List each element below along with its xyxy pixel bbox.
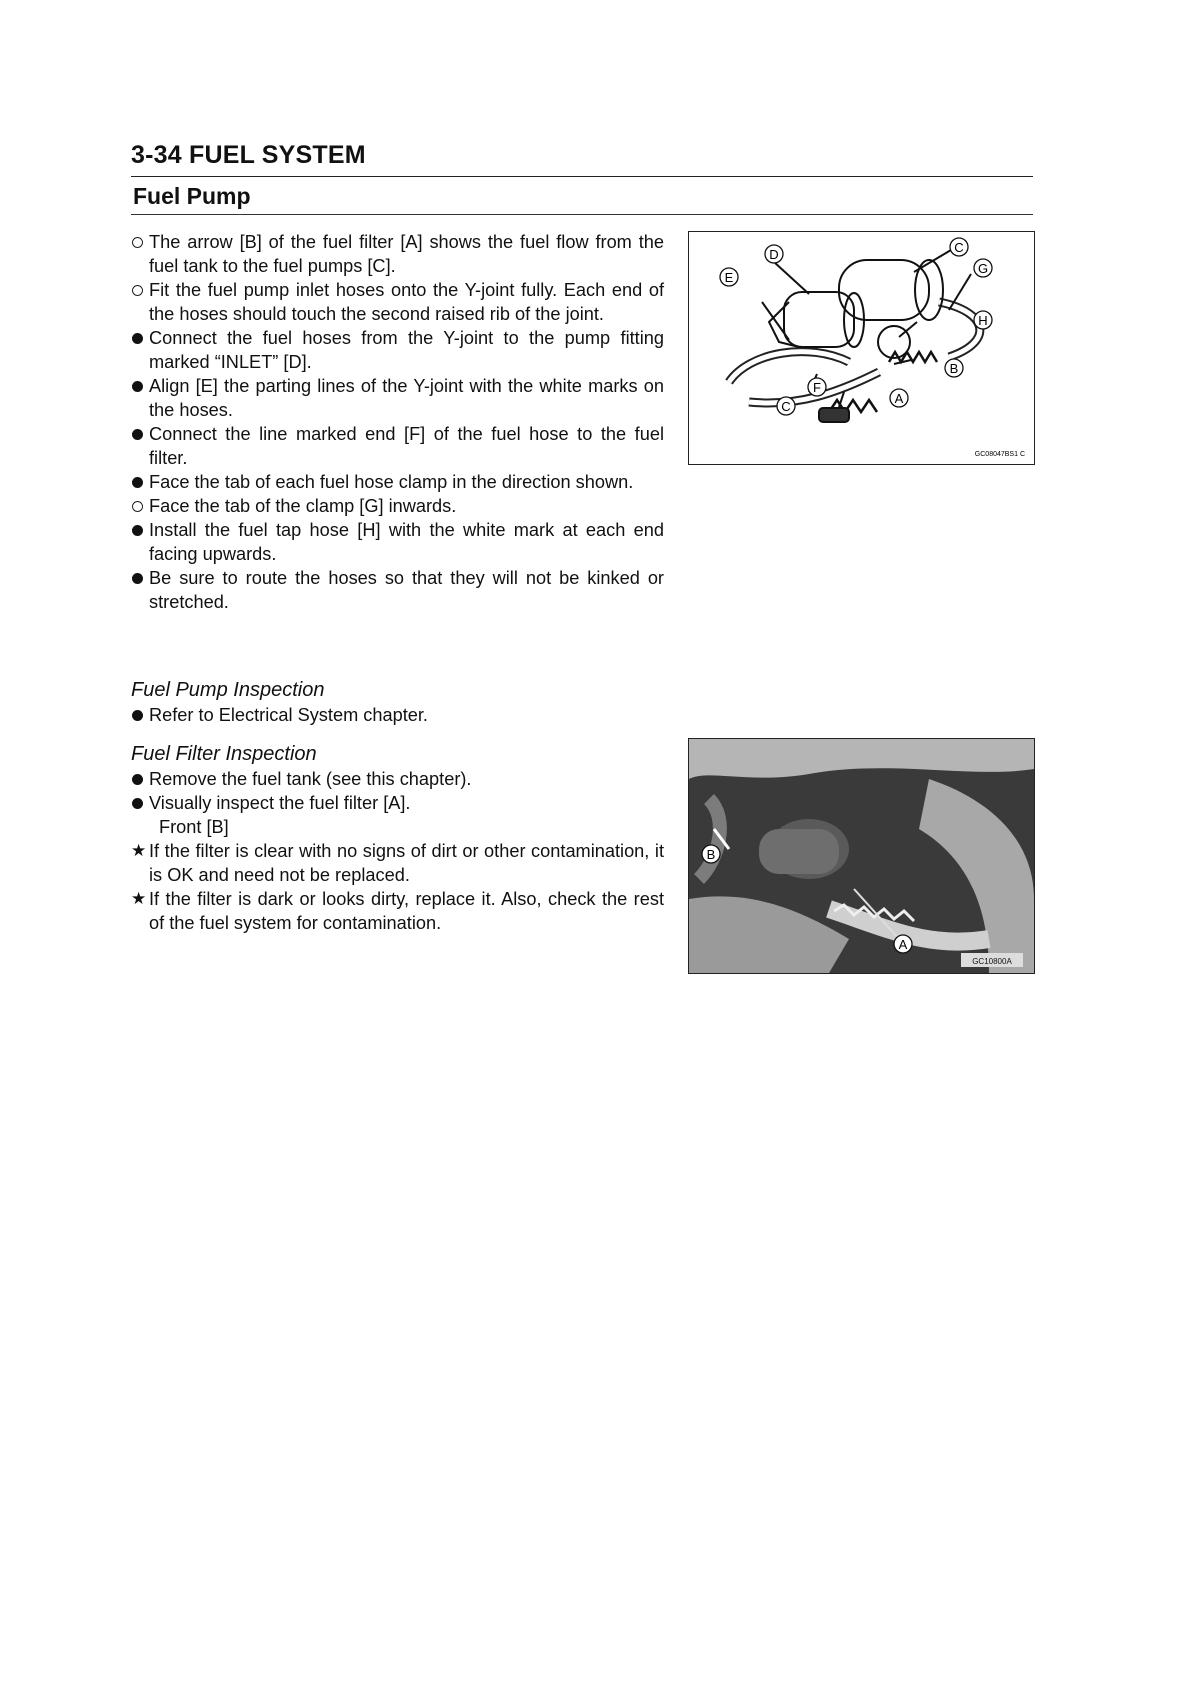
callout-label: C [781, 399, 791, 414]
callout-label: E [724, 270, 734, 285]
list-item-text: Connect the line marked end [F] of the fuel hose to the fuel filter. [149, 424, 664, 468]
list-item [131, 230, 664, 278]
list-item [131, 494, 664, 518]
figure-code: GC08047BS1 C [974, 451, 1025, 458]
list-item [131, 374, 664, 422]
list-item [131, 326, 664, 374]
pump-inspection-block [131, 677, 664, 727]
pump-inspection-steps [131, 703, 664, 727]
list-item [131, 703, 664, 727]
filter-inspection-block [131, 741, 664, 935]
list-item [131, 839, 664, 887]
list-item-text: The arrow [B] of the fuel filter [A] shows the fuel flow from the fuel tank to the fuel pumps [C]. [149, 232, 664, 276]
callout-label: H [978, 313, 988, 328]
list-item-text: If the filter is dark or looks dirty, replace it. Also, check the rest of the fuel system for contamination. [149, 889, 664, 933]
install-steps-list [131, 230, 664, 614]
list-item-text: If the filter is clear with no signs of dirt or other contamination, it is OK and need not be replaced. [149, 841, 664, 885]
callout-label: A [894, 391, 904, 406]
star-icon: ★ [131, 889, 147, 908]
callout-label: B [706, 847, 716, 862]
list-item [131, 767, 664, 791]
list-item-text: Face the tab of each fuel hose clamp in the direction shown. [149, 472, 634, 492]
pump-inspection-title: Fuel Pump Inspection [131, 679, 325, 701]
list-item-text: Fit the fuel pump inlet hoses onto the Y-joint fully. Each end of the hoses should touch the second raised rib of the joint. [149, 280, 664, 324]
list-item-text: Install the fuel tap hose [H] with the white mark at each end facing upwards. [149, 520, 664, 564]
figure-code: GC10800A [972, 957, 1012, 966]
callout-label: C [954, 240, 964, 255]
fuel-pump-drawing [689, 232, 1034, 464]
list-item-text: Refer to Electrical System chapter. [149, 705, 428, 725]
section-title: Fuel Pump [133, 183, 251, 209]
list-item [131, 470, 664, 494]
list-item [131, 566, 664, 614]
list-item [131, 518, 664, 566]
list-item-text: Align [E] the parting lines of the Y-joint with the white marks on the hoses. [149, 376, 664, 420]
list-item-text: Visually inspect the fuel filter [A]. [149, 793, 411, 813]
fuel-filter-photo [688, 738, 1035, 974]
list-item-note: Front [B] [159, 817, 229, 837]
section-rule [131, 214, 1033, 215]
list-item-text: Face the tab of the clamp [G] inwards. [149, 496, 457, 516]
callout-label: F [813, 380, 821, 395]
list-item [131, 278, 664, 326]
fuel-filter-photo-drawing [689, 739, 1034, 973]
callout-label: G [977, 261, 989, 276]
callout-label: D [769, 247, 779, 262]
list-item [131, 887, 664, 935]
list-item [131, 422, 664, 470]
header-rule [131, 176, 1033, 177]
list-item-text: Be sure to route the hoses so that they will not be kinked or stretched. [149, 568, 664, 612]
callout-label: B [949, 361, 959, 376]
fuel-pump-diagram [688, 231, 1035, 465]
star-icon: ★ [131, 841, 147, 860]
list-item-text: Connect the fuel hoses from the Y-joint to the pump fitting marked “INLET” [D]. [149, 328, 664, 372]
filter-inspection-title: Fuel Filter Inspection [131, 743, 317, 765]
list-item [131, 791, 664, 815]
callout-label: A [898, 937, 908, 952]
page-header-title: 3-34 FUEL SYSTEM [131, 141, 366, 169]
list-item-text: Remove the fuel tank (see this chapter). [149, 769, 472, 789]
